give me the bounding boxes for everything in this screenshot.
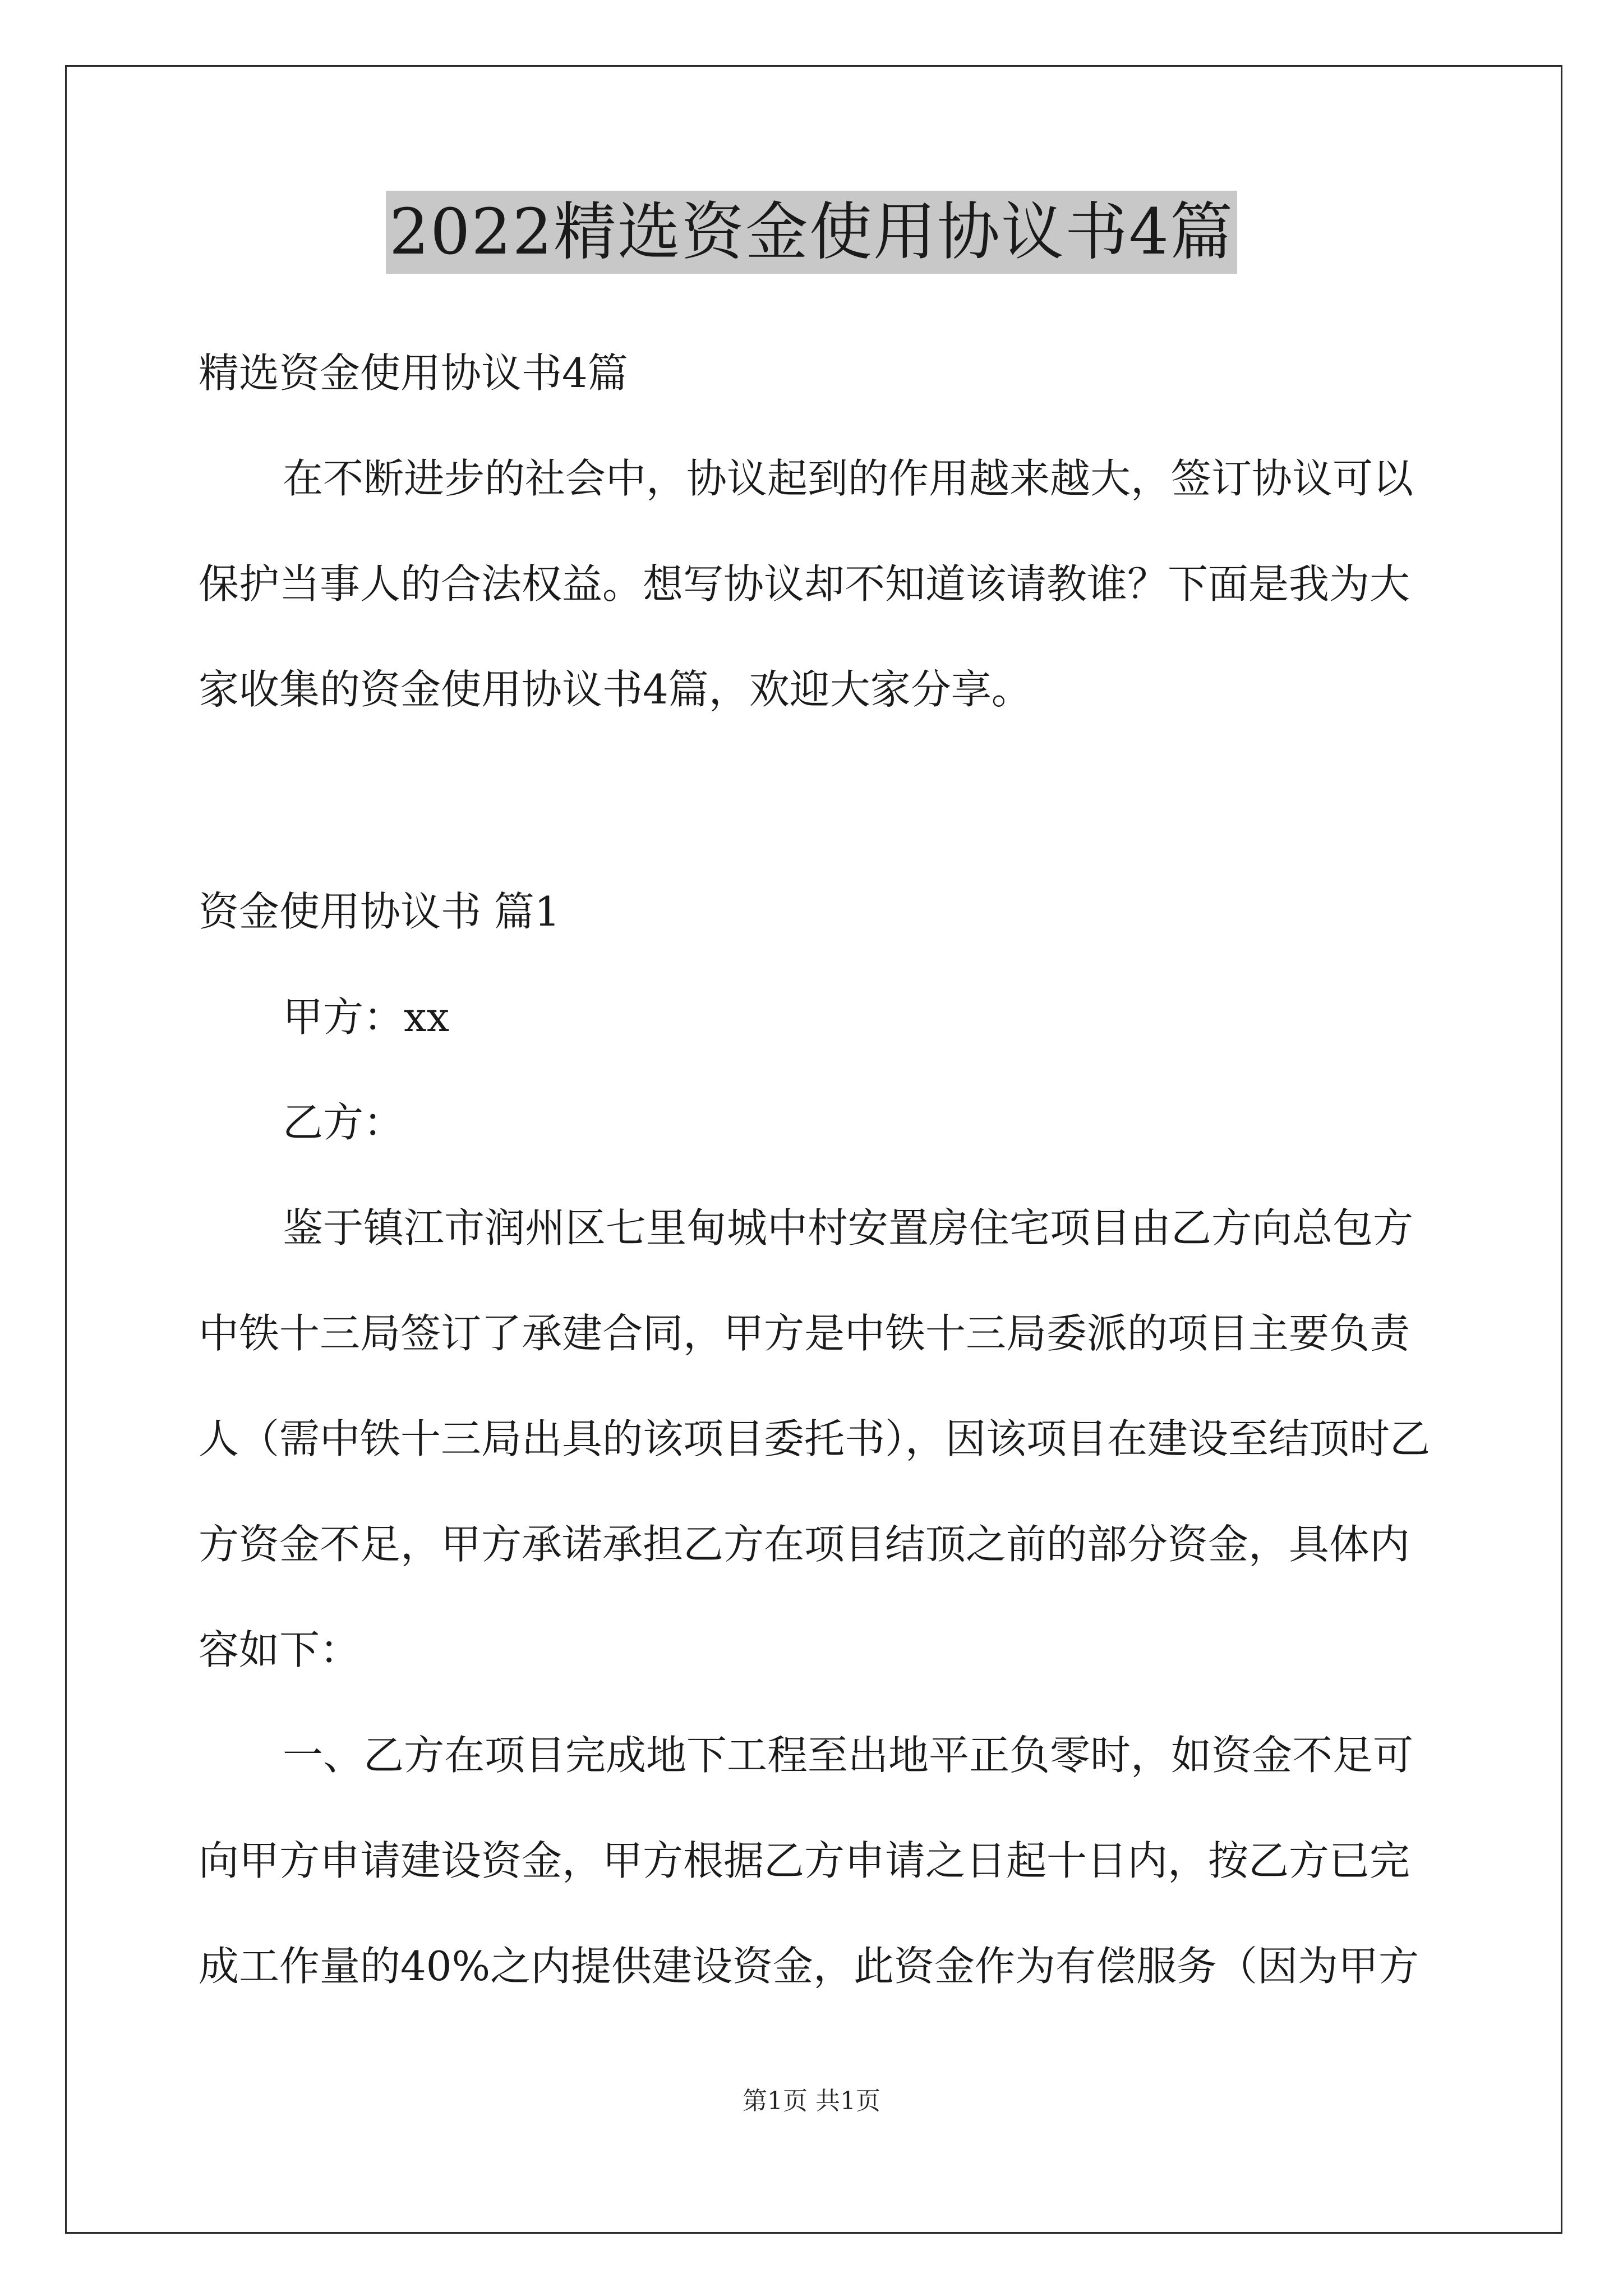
intro-line: 保护当事人的合法权益。想写协议却不知道该请教谁？下面是我为大 — [199, 560, 1410, 608]
page-title: 2022精选资金使用协议书4篇 — [386, 191, 1237, 274]
party-a-line: 甲方：xx — [283, 993, 450, 1041]
body-line: 鉴于镇江市润州区七里甸城中村安置房住宅项目由乙方向总包方 — [283, 1204, 1414, 1251]
title-container — [0, 191, 1623, 274]
body-line: 一、乙方在项目完成地下工程至出地平正负零时，如资金不足可 — [283, 1732, 1414, 1779]
party-b-line: 乙方： — [283, 1099, 404, 1146]
intro-line: 在不断进步的社会中，协议起到的作用越来越大，签订协议可以 — [283, 455, 1414, 502]
intro-line: 家收集的资金使用协议书4篇，欢迎大家分享。 — [199, 666, 1032, 713]
body-line: 人（需中铁十三局出具的该项目委托书），因该项目在建设至结顶时乙 — [199, 1415, 1431, 1462]
section-heading: 资金使用协议书 篇1 — [199, 888, 560, 935]
page-footer: 第1页 共1页 — [743, 2087, 880, 2115]
body-line: 容如下： — [199, 1626, 361, 1673]
body-line: 成工作量的40%之内提供建设资金，此资金作为有偿服务（因为甲方 — [199, 1943, 1419, 1990]
body-line: 向甲方申请建设资金，甲方根据乙方申请之日起十日内，按乙方已完 — [199, 1837, 1410, 1884]
body-line: 方资金不足，甲方承诺承担乙方在项目结顶之前的部分资金，具体内 — [199, 1521, 1410, 1568]
body-line: 中铁十三局签订了承建合同，甲方是中铁十三局委派的项目主要负责 — [199, 1310, 1410, 1357]
document-subtitle: 精选资金使用协议书4篇 — [199, 349, 628, 397]
